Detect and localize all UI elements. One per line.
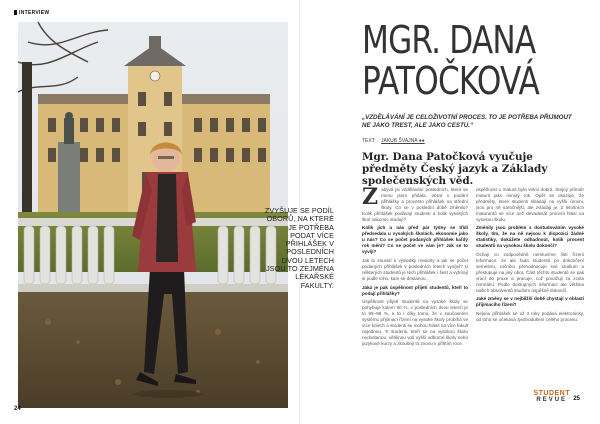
question-4: Jaké změny se v nejbližší době chystají v oblasti přijímacího řízení? <box>476 296 584 308</box>
article-title <box>362 20 539 102</box>
lead-paragraph: Mgr. Dana Patočková vyučuje předměty Český jazyk a Základy společenských věd. <box>362 151 548 187</box>
photo-illustration <box>18 22 288 408</box>
left-page <box>14 10 294 414</box>
author-link[interactable]: JAKUB ŠVAJNA ●● <box>381 138 425 144</box>
answer-4: Nejsou přihlášek se už 3 roky podává elektronicky, od toho se očekává zjednodušení celého procesu. <box>476 311 584 323</box>
magazine-logo <box>533 390 570 404</box>
answer-1: Jak to souvisí s výsledky maturity a jak se počet podaných přihlášek v posledních letech vyvíjel? U některých studentů je těch přihlášek i šest a vybírají si podle toho, kam se dostanou. <box>362 257 468 281</box>
title-line-2: PATOČKOVÁ <box>362 59 539 103</box>
portrait-photo <box>18 22 288 408</box>
answer-3: Ochaji co zodpovědně nemluvíme lístí řízení informace. Je ale řada studentů po dokončení semestru, ročníku přehodnocuje své studium a přestupuje na jiný obor. Část těchto studentů se pak vrací do praxe a pracuje, což považuji za zcela normální. Podle dostupných informací ale většina našich absolventů studium úspěšně dokončí. <box>476 252 584 293</box>
logo-line-1: STUDENT <box>533 390 570 397</box>
question-2: Jaká je pak úspěšnost přijetí studentů, kteří to podají přihlášky? <box>362 284 468 296</box>
article-subtitle: „VZDĚLÁVÁNÍ JE CELOŽIVOTNÍ PROCES. TO JE POTŘEBA PŘIJMOUT NE JAKO TREST, ALE JAKO CESTU.“ <box>362 114 572 129</box>
question-1: Kolik jich u nás před pár týdny se třídí předsedala u vysokých školách, ekonomie jako u nás? Co se počet podaných přihlášek kaľdý rok mění? Co se počet ve vám je? Jak se to vyvíjí? <box>362 225 468 255</box>
title-line-1: MGR. DANA <box>362 18 536 62</box>
byline <box>362 138 425 144</box>
pull-quote: ZVYŠUJE SE PODÍL OBORŮ, NA KTERÉ JE POTŘEBA PODAT VÍCE PŘIHLÁŠEK V POSLEDNÍCH DVOU LETECH JSOU TO ZEJMÉNA LÉKAŘSKÉ FAKULTY. <box>264 206 334 290</box>
section-tag: INTERVIEW <box>14 10 49 16</box>
answer-continued: úspěšnost u maturit byla velmi dobrá. Stejný průměr maturit jako minulý rok. Opět se ukazuje, že předměty, které studenti skládají na vyšší úrovni, jsou pro ně náročnější, ale zvládají je. Z letošních maturantů se více než devadesát procent hlásí na vysokou školu. <box>476 187 584 222</box>
page-number-left: 24 <box>14 406 21 412</box>
drop-cap: Z <box>362 184 379 210</box>
column1-intro: abývá jsi vzdělávání posledních, která se mnou jsem přidala, obrat v podání přihlášky a procento přihlášek na střední školy. Co se v poslední době změnilo? Kolik přihlášek podávají studenti a kolik vysokých škol nakonec studují? <box>362 187 468 222</box>
logo-line-2: REVUE <box>536 397 568 403</box>
question-3: Změnily jsou problém s dostudováním vysoké školy, tím, že na ně nejsou k dispozici žádné statistiky, dokážete odhadnout, kolik procent studentů na vysokou školu dokončí? <box>476 225 584 249</box>
text-column-2 <box>476 187 584 326</box>
page-number-right: 25 <box>573 396 580 402</box>
text-column-1 <box>362 184 468 350</box>
answer-2: Úspěšnost přijetí studentů na vysoké školy se pohybuje kolem 90 %, v posledních dvou letech je to 95–98 %, a to i díky tomu, že v současném systému přijímací řízení na vysoké školy probíhá ve více kolech a studenti se mohou hlásit na více fakult najednou. Ti studenti, kteří se na vysokou školu nedostanou, většinou volí vyšší odborné školy nebo jazykové kurzy a zkoušejí to znovu v příštím roce. <box>362 299 468 346</box>
byline-label: TEXT: <box>362 138 376 144</box>
right-page <box>304 10 588 414</box>
